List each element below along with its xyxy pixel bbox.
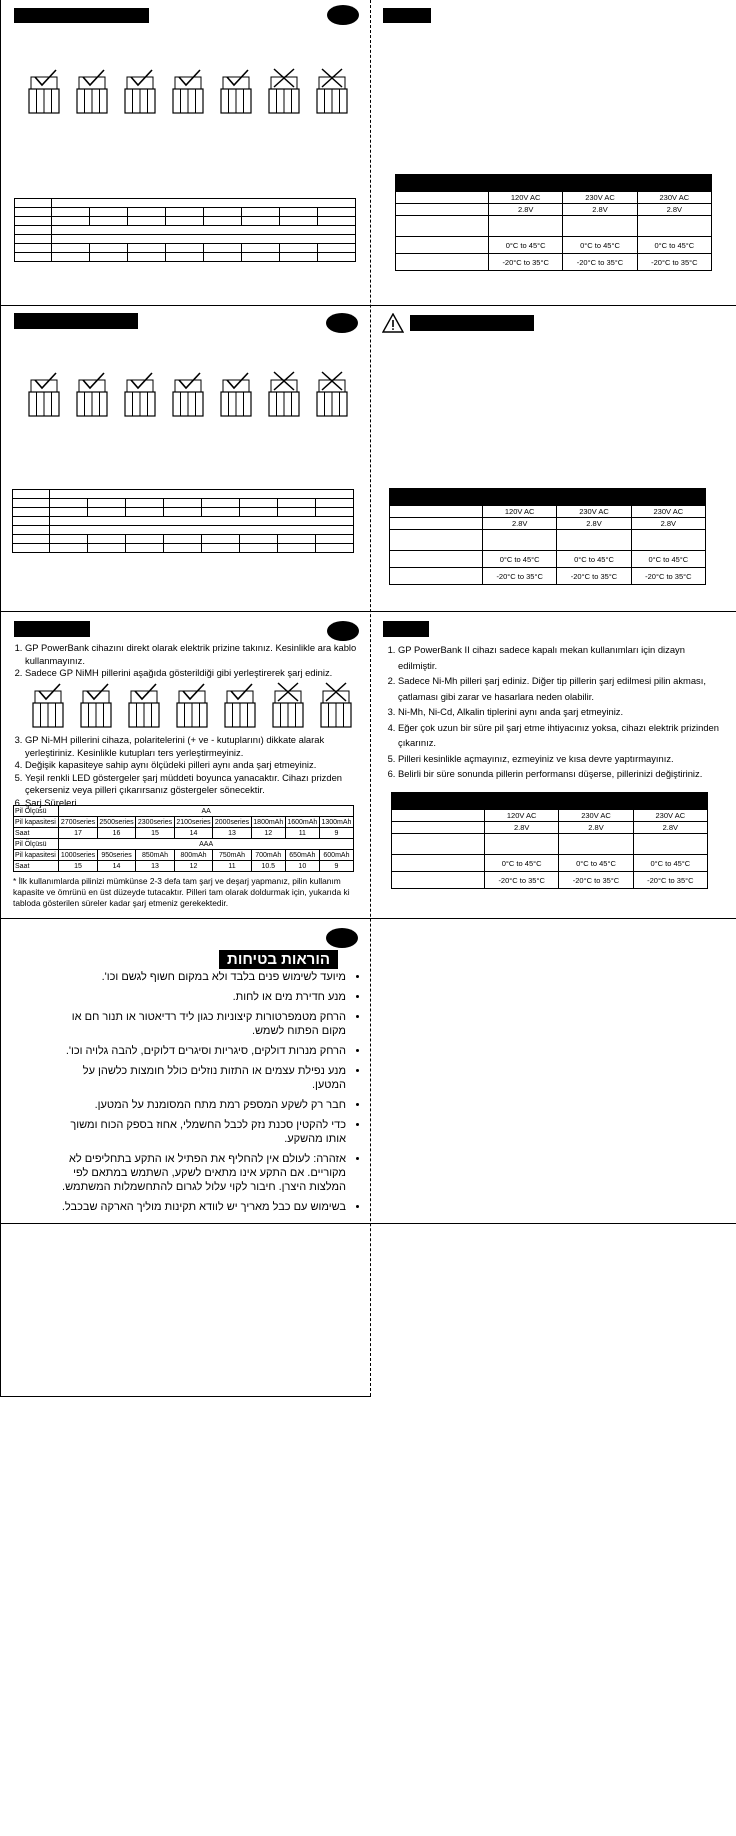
spec-table — [391, 792, 708, 889]
section-title-bar — [410, 315, 534, 331]
section-divider-5 — [0, 1396, 371, 1397]
section-divider-2 — [0, 611, 736, 612]
list-item: 4. Eğer çok uzun bir süre pil şarj etme ihtiyacınız yoksa, cihazı elektrik prizinden çıkarınız. — [398, 720, 726, 751]
battery-ok-icon — [74, 68, 110, 114]
section-title-bar — [14, 621, 90, 637]
battery-ok-icon — [170, 371, 206, 417]
grid-row — [15, 199, 356, 208]
table-row: Pil kapasitesi 1000series 950series 850mAh 800mAh 750mAh 700mAh 650mAh 600mAh — [14, 850, 354, 861]
battery-ok-icon — [74, 371, 110, 417]
language-badge — [326, 313, 358, 333]
heb-safety-list — [60, 970, 360, 1220]
list-item: • חבר רק לשקע המספק רמת מתח המסומנת על המטען. — [60, 1098, 346, 1112]
blank-charge-table — [14, 198, 356, 262]
spec-row: -20°C to 35°C -20°C to 35°C -20°C to 35°C — [396, 254, 712, 271]
battery-ok-icon — [122, 371, 158, 417]
section-title-bar — [383, 8, 431, 23]
tr-footnote: * İlk kullanımlarda pilinizi mümkünse 2-3 defa tam şarj ve deşarj yapmanız, pilin kullanım kapasite ve ömrünü en üst düzeyde tutacaktır. Pilleri tam olarak doldurmak için, yukarıda ki tabloda gösterilen süreler kadar şarj etmeniz gerekektedir. — [13, 876, 350, 908]
list-item: • הרחק מנרות דולקים, סיגריות וסיגרים דלוקים, להבה גלויה וכו'. — [60, 1044, 346, 1058]
spec-row: 0°C to 45°C 0°C to 45°C 0°C to 45°C — [390, 551, 706, 568]
spec-row: 120V AC 230V AC 230V AC — [392, 810, 708, 822]
list-item: • בשימוש עם כבל מאריך יש לוודא תקינות מוליך הארקה שבכבל. — [60, 1200, 346, 1214]
section-title-bar — [383, 621, 429, 637]
spec-row — [390, 530, 706, 551]
spec-row: 120V AC 230V AC 230V AC — [390, 506, 706, 518]
battery-not-allowed-icon — [314, 371, 350, 417]
battery-diagram-row — [26, 68, 350, 114]
list-item: 6. Şarj Süreleri — [25, 797, 363, 810]
battery-ok-icon — [122, 68, 158, 114]
battery-ok-icon — [126, 682, 162, 728]
spec-row — [396, 216, 712, 237]
battery-not-allowed-icon — [266, 68, 302, 114]
section-divider-3 — [0, 918, 736, 919]
list-item: 5. Pilleri kesinlikle açmayınız, ezmeyiniz ve kısa devre yaptırmayınız. — [398, 751, 726, 767]
list-item: 1. GP PowerBank cihazını direkt olarak elektrik prizine takınız. Kesinlikle ara kablo kullanmayınız. — [25, 642, 363, 667]
table-row: Pil Ölçüsü AA — [14, 806, 354, 817]
grid-row — [13, 517, 354, 526]
center-fold-line — [370, 0, 371, 1396]
spec-table — [389, 488, 706, 585]
spec-row: 2.8V 2.8V 2.8V — [396, 204, 712, 216]
grid-row — [13, 535, 354, 544]
battery-ok-icon — [26, 68, 62, 114]
charge-time-table — [13, 805, 354, 872]
grid-row — [13, 508, 354, 517]
spec-header-row — [392, 793, 708, 810]
tr-warnings — [386, 642, 726, 782]
battery-ok-icon — [174, 682, 210, 728]
spec-row — [392, 834, 708, 855]
spec-row: -20°C to 35°C -20°C to 35°C -20°C to 35°C — [390, 568, 706, 585]
grid-row — [13, 544, 354, 553]
grid-row — [15, 235, 356, 244]
battery-ok-icon — [218, 68, 254, 114]
spec-header-row — [390, 489, 706, 506]
heb-title: הוראות בטיחות — [219, 950, 338, 969]
battery-ok-icon — [218, 371, 254, 417]
list-item: 4. Değişik kapasiteye sahip aynı ölçüdeki pilleri aynı anda şarj etmeyiniz. — [25, 759, 363, 772]
table-row: Pil Ölçüsü AAA — [14, 839, 354, 850]
battery-ok-icon — [30, 682, 66, 728]
spec-row: 2.8V 2.8V 2.8V — [390, 518, 706, 530]
list-item: • אזהרה: לעולם אין להחליף את הפתיל או התקע בתחליפים לא מקוריים. אם התקע אינו מתאים לשקע, השתמש במתאם לפי המלצות היצרן. חיבור לקוי עלול לגרום להתחשמלות המשתמש. — [60, 1152, 346, 1194]
grid-row — [13, 526, 354, 535]
list-item: • הרחק מטמפרטורות קיצוניות כגון ליד רדיאטור או תנור חם או מקום הפתוח לשמש. — [60, 1010, 346, 1038]
section-divider-4 — [0, 1223, 736, 1224]
section-title-bar — [14, 8, 149, 23]
table-row: Pil kapasitesi 2700series 2500series 2300series 2100series 2000series 1800mAh 1600mAh 1300mAh — [14, 817, 354, 828]
tr-instructions — [13, 642, 363, 680]
list-item: 3. Ni-Mh, Ni-Cd, Alkalin tiplerini aynı anda şarj etmeyiniz. — [398, 704, 726, 720]
spec-row: 0°C to 45°C 0°C to 45°C 0°C to 45°C — [396, 237, 712, 254]
list-item: 2. Sadece GP NiMH pillerini aşağıda gösterildiği gibi yerleştirerek şarj ediniz. — [25, 667, 363, 680]
list-item: 2. Sadece Ni-Mh pilleri şarj ediniz. Diğer tip pillerin şarj edilmesi pilin akması, çatlaması gibi zarar ve hasarlara neden olabilir. — [398, 673, 726, 704]
table-row: Saat 17 16 15 14 13 12 11 9 — [14, 828, 354, 839]
list-item: • מיועד לשימוש פנים בלבד ולא במקום חשוף לגשם וכו'. — [60, 970, 346, 984]
battery-ok-icon — [78, 682, 114, 728]
battery-not-allowed-icon — [318, 682, 354, 728]
list-item: • מנע חדירת מים או לחות. — [60, 990, 346, 1004]
section-title-bar — [14, 313, 138, 329]
battery-not-allowed-icon — [270, 682, 306, 728]
battery-ok-icon — [170, 68, 206, 114]
grid-row — [15, 226, 356, 235]
list-item: • מנע נפילת עצמים או התזות נוזלים כולל חומצות כלשהן על המטען. — [60, 1064, 346, 1092]
grid-row — [13, 499, 354, 508]
tr-instructions-continued — [13, 734, 363, 810]
section-divider-1 — [0, 305, 736, 306]
language-badge — [326, 928, 358, 948]
list-item: • כדי להקטין סכנת נזק לכבל החשמלי, אחוז בספק הכוח ומשוך אותו מהשקע. — [60, 1118, 346, 1146]
warning-triangle-icon — [382, 313, 404, 333]
table-row: Saat 15 14 13 12 11 10.5 10 9 — [14, 861, 354, 872]
spec-row: 120V AC 230V AC 230V AC — [396, 192, 712, 204]
list-item: 3. GP Ni-MH pillerini cihaza, polaritelerini (+ ve - kutuplarını) dikkate alarak yerleştiriniz. Kesinlikle kutupları ters yerleştirmeyiniz. — [25, 734, 363, 759]
battery-diagram-row — [30, 682, 354, 728]
grid-row — [15, 253, 356, 262]
spec-row: -20°C to 35°C -20°C to 35°C -20°C to 35°C — [392, 872, 708, 889]
grid-row — [13, 490, 354, 499]
battery-ok-icon — [26, 371, 62, 417]
spec-table — [395, 174, 712, 271]
blank-charge-table — [12, 489, 354, 553]
list-item: 1. GP PowerBank II cihazı sadece kapalı mekan kullanımları için dizayn edilmiştir. — [398, 642, 726, 673]
battery-diagram-row — [26, 371, 350, 417]
battery-not-allowed-icon — [266, 371, 302, 417]
grid-row — [15, 244, 356, 253]
battery-not-allowed-icon — [314, 68, 350, 114]
grid-row — [15, 217, 356, 226]
spec-row: 2.8V 2.8V 2.8V — [392, 822, 708, 834]
battery-ok-icon — [222, 682, 258, 728]
list-item: 6. Belirli bir süre sonunda pillerin performansı düşerse, pillerinizi değiştiriniz. — [398, 766, 726, 782]
list-item: 5. Yeşil renkli LED göstergeler şarj müddeti boyunca yanacaktır. Cihazı prizden çekerseniz veya pilleri çıkarırsanız göstergeler sönecektir. — [25, 772, 363, 797]
language-badge — [327, 5, 359, 25]
spec-header-row — [396, 175, 712, 192]
page-left-border — [0, 0, 1, 1396]
grid-row — [15, 208, 356, 217]
language-badge — [327, 621, 359, 641]
spec-row: 0°C to 45°C 0°C to 45°C 0°C to 45°C — [392, 855, 708, 872]
